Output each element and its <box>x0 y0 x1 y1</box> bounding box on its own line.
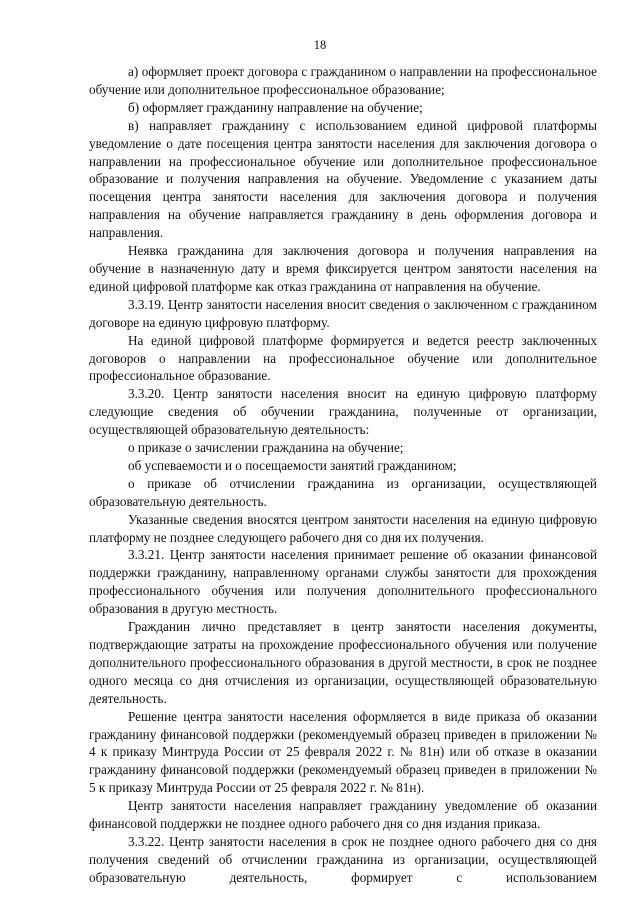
paragraph: в) направляет гражданину с использованием единой цифровой платформы уведомление о дате посещения центра занятости населения для заключения договора о направлении на профессиональное обучение или дополнительное профессиональное образование и получения направления на обучение. Уведомление с указанием даты посещения центра занятости населения для заключения договора и получения направления на обучение направляется гражданину в день оформления договора и направления. <box>89 117 597 241</box>
document-body <box>89 63 597 887</box>
paragraph: Гражданин лично представляет в центр занятости населения документы, подтверждающие затраты на прохождение профессионального обучения или получение дополнительного профессионального образования в другой местности, в срок не позднее одного месяца со дня отчисления из организации, осуществляющей образовательную деятельность. <box>89 619 597 706</box>
paragraph: 3.3.20. Центр занятости населения вносит на единую цифровую платформу следующие сведения об обучении гражданина, полученные от организации, осуществляющей образовательную деятельность: <box>89 386 597 438</box>
paragraph: 3.3.19. Центр занятости населения вносит сведения о заключенном с гражданином договоре на единую цифровую платформу. <box>89 296 597 330</box>
paragraph: 3.3.21. Центр занятости населения принимает решение об оказании финансовой поддержки гражданину, направленному органами службы занятости для прохождения профессионального обучения или получения дополнительного профессионального образования в другую местность. <box>89 547 597 617</box>
paragraph: Центр занятости населения направляет гражданину уведомление об оказании финансовой поддержки не позднее одного рабочего дня со дня издания приказа. <box>89 798 597 832</box>
paragraph: 3.3.22. Центр занятости населения в срок не позднее одного рабочего дня со дня получения сведений об отчислении гражданина из организации, осуществляющей образовательную деятельность, формирует с использованием <box>89 833 597 885</box>
paragraph: Указанные сведения вносятся центром занятости населения на единую цифровую платформу не позднее следующего рабочего дня со дня их получения. <box>89 511 597 545</box>
page-number: 18 <box>313 38 327 52</box>
paragraph: о приказе об отчислении гражданина из организации, осуществляющей образовательную деятельность. <box>89 475 597 509</box>
paragraph: Неявка гражданина для заключения договора и получения направления на обучение в назначенную дату и время фиксируется центром занятости населения на единой цифровой платформе как отказ гражданина от направления на обучение. <box>89 243 597 294</box>
paragraph: о приказе о зачислении гражданина на обучение; <box>128 440 404 456</box>
paragraph: На единой цифровой платформе формируется и ведется реестр заключенных договоров о направлении на профессиональное обучение или дополнительное профессиональное образование. <box>89 332 597 384</box>
paragraph: Решение центра занятости населения оформляется в виде приказа об оказании гражданину финансовой поддержки (рекомендуемый образец приведен в приложении № 4 к приказу Минтруда России от 25 февраля 2022 г. № 81н) или об отказе в оказании гражданину финансовой поддержки (рекомендуемый образец приведен в приложении № 5 к приказу Минтруда России от 25 февраля 2022 г. № 81н). <box>89 708 597 796</box>
paragraph: об успеваемости и о посещаемости занятий гражданином; <box>128 457 457 473</box>
paragraph: а) оформляет проект договора с гражданином о направлении на профессиональное обучение или дополнительное профессиональное образование; <box>89 64 597 97</box>
paragraph: б) оформляет гражданину направление на обучение; <box>128 99 423 115</box>
